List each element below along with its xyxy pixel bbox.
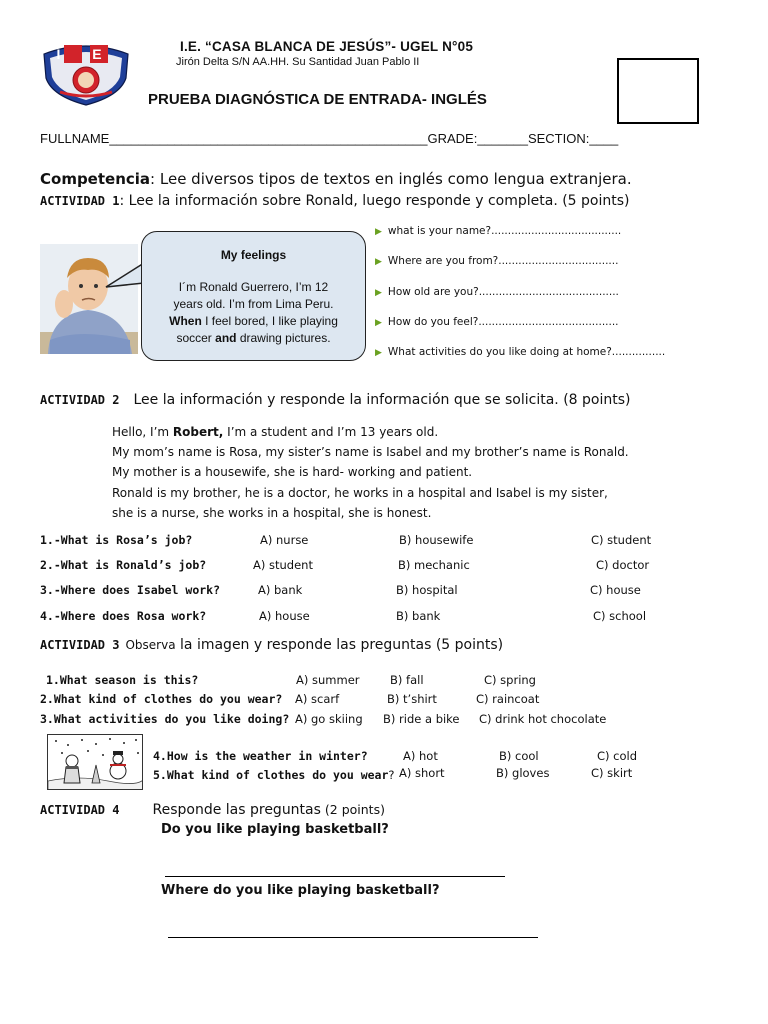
option-a[interactable]: A) short — [399, 766, 445, 780]
question-name[interactable] — [375, 225, 621, 237]
actividad4-instruction: Responde las preguntas — [152, 802, 321, 818]
answer-line-1[interactable] — [165, 876, 505, 877]
actividad4-heading — [40, 801, 385, 819]
option-b[interactable]: B) gloves — [496, 766, 550, 780]
story-line — [112, 425, 438, 439]
option-b[interactable]: B) cool — [499, 749, 539, 763]
story-line: My mom’s name is Rosa, my sister’s name is Isabel and my brother’s name is Ronald. — [112, 445, 629, 459]
story-line: she is a nurse, she works in a hospital, she is honest. — [112, 506, 432, 520]
bubble-when: When — [169, 314, 202, 328]
actividad1-instruction: : Lee la información sobre Ronald, luego responde y completa. (5 points) — [119, 193, 630, 209]
option-c[interactable]: C) drink hot chocolate — [479, 712, 607, 726]
actividad4-label: ACTIVIDAD 4 — [40, 803, 120, 817]
option-c[interactable]: C) raincoat — [476, 692, 540, 706]
mcq-question: 2.-What is Ronald’s job? — [40, 558, 207, 572]
school-name: I.E. “CASA BLANCA DE JESÚS”- UGEL N°05 — [180, 39, 474, 54]
actividad2-label: ACTIVIDAD 2 — [40, 393, 120, 407]
bubble-line4-pre: soccer — [176, 331, 216, 345]
section-field[interactable]: ____ — [589, 131, 619, 146]
bubble-line — [152, 330, 355, 347]
bubble-title: My feelings — [220, 248, 287, 262]
school-address: Jirón Delta S/N AA.HH. Su Santidad Juan Pablo II — [176, 56, 420, 68]
exam-title: PRUEBA DIAGNÓSTICA DE ENTRADA- INGLÉS — [148, 91, 487, 108]
actividad3-label: ACTIVIDAD 3 — [40, 638, 120, 652]
option-b[interactable]: B) hospital — [396, 583, 458, 597]
option-c[interactable]: C) house — [590, 583, 641, 597]
option-a[interactable]: A) bank — [258, 583, 303, 597]
clothes-question-2-text: 5.What kind of clothes do you wear — [153, 768, 389, 782]
bubble-and: and — [215, 331, 237, 345]
arrow-icon: ▶ — [375, 257, 382, 267]
question-text: what is your name?....................................... — [387, 225, 622, 237]
season-question: 1.What season is this? — [46, 673, 199, 687]
answer-line-2[interactable] — [168, 937, 538, 938]
bubble-line: I´m Ronald Guerrero, I’m 12 — [178, 280, 329, 294]
actividad1-label: ACTIVIDAD 1 — [40, 194, 120, 208]
option-a[interactable]: A) scarf — [295, 692, 340, 706]
bubble-line: years old. I’m from Lima Peru. — [173, 297, 334, 311]
clothes-question: 2.What kind of clothes do you wear? — [40, 692, 283, 706]
story-l1-post: I’m a student and I’m 13 years old. — [223, 425, 439, 439]
question-text: How old are you?.......................................... — [387, 286, 619, 298]
question-feel[interactable] — [375, 316, 619, 328]
story-name: Robert, — [172, 425, 224, 439]
question-text: How do you feel?.......................................... — [387, 316, 619, 328]
mcq-question: 4.-Where does Rosa work? — [40, 609, 207, 623]
section-label: SECTION: — [527, 131, 590, 146]
option-b[interactable]: B) t’shirt — [387, 692, 437, 706]
basketball-question-2: Where do you like playing basketball? — [161, 883, 440, 898]
speech-bubble — [141, 231, 366, 361]
basketball-question-1: Do you like playing basketball? — [161, 822, 389, 837]
bubble-line3-rest: I feel bored, I like playing — [201, 314, 338, 328]
weather-question: 4.How is the weather in winter? — [153, 749, 368, 763]
grade-label: GRADE: — [427, 131, 478, 146]
arrow-icon: ▶ — [375, 227, 382, 237]
story-line: Ronald is my brother, he is a doctor, he works in a hospital and Isabel is my sister, — [112, 486, 608, 500]
clothes-question-2 — [153, 766, 395, 784]
story-l1-pre: Hello, I’m — [112, 425, 173, 439]
logo-letters: I E — [56, 46, 116, 62]
option-a[interactable]: A) house — [259, 609, 310, 623]
option-b[interactable]: B) housewife — [399, 533, 474, 547]
option-c[interactable]: C) doctor — [596, 558, 650, 572]
option-c[interactable]: C) student — [591, 533, 652, 547]
option-b[interactable]: B) ride a bike — [383, 712, 460, 726]
option-a[interactable]: A) student — [253, 558, 313, 572]
option-c[interactable]: C) spring — [484, 673, 536, 687]
bubble-text — [152, 279, 355, 347]
winter-picture — [47, 734, 143, 790]
option-a[interactable]: A) nurse — [260, 533, 309, 547]
actividad2-instruction: Lee la información y responde la información que se solicita. (8 points) — [133, 392, 631, 408]
actividad2-heading — [40, 391, 631, 409]
option-c[interactable]: C) cold — [597, 749, 638, 763]
question-age[interactable] — [375, 286, 619, 298]
option-a[interactable]: A) summer — [296, 673, 360, 687]
actividad3-instruction: la imagen y responde las preguntas (5 points) — [175, 637, 504, 653]
question-text: What activities do you like doing at home?................ — [387, 346, 666, 358]
option-a[interactable]: A) hot — [403, 749, 438, 763]
school-logo — [40, 42, 132, 106]
question-text: Where are you from?.................................... — [387, 255, 619, 267]
option-b[interactable]: B) bank — [396, 609, 441, 623]
bubble-line4-post: drawing pictures. — [236, 331, 331, 345]
question-activities[interactable] — [375, 346, 665, 358]
actividad4-points: (2 points) — [320, 802, 385, 817]
competencia-line — [40, 170, 632, 188]
option-c[interactable]: C) skirt — [591, 766, 633, 780]
actividad1-heading — [40, 192, 630, 210]
activities-question: 3.What activities do you like doing? — [40, 712, 290, 726]
bubble-line — [152, 313, 355, 330]
arrow-icon: ▶ — [375, 348, 382, 358]
actividad3-observa: Observa — [125, 638, 176, 652]
grade-field[interactable]: _______ — [477, 131, 528, 146]
fullname-label: FULLNAME — [40, 131, 110, 146]
competencia-label: Competencia — [40, 170, 151, 188]
story-line: My mother is a housewife, she is hard- working and patient. — [112, 465, 473, 479]
option-c[interactable]: C) school — [593, 609, 647, 623]
student-info-line — [40, 131, 618, 146]
competencia-text: : Lee diversos tipos de textos en inglés como lengua extranjera. — [150, 170, 632, 188]
clothes-question-2-mark: ? — [388, 768, 395, 782]
mcq-question: 1.-What is Rosa’s job? — [40, 533, 193, 547]
arrow-icon: ▶ — [375, 288, 382, 298]
option-b[interactable]: B) mechanic — [398, 558, 470, 572]
fullname-field[interactable]: ____________________________________________ — [109, 131, 428, 146]
arrow-icon: ▶ — [375, 318, 382, 328]
option-a[interactable]: A) go skiing — [295, 712, 363, 726]
mcq-question: 3.-Where does Isabel work? — [40, 583, 221, 597]
option-b[interactable]: B) fall — [390, 673, 424, 687]
question-from[interactable] — [375, 255, 618, 267]
score-box[interactable] — [617, 58, 699, 124]
actividad3-heading — [40, 636, 503, 654]
